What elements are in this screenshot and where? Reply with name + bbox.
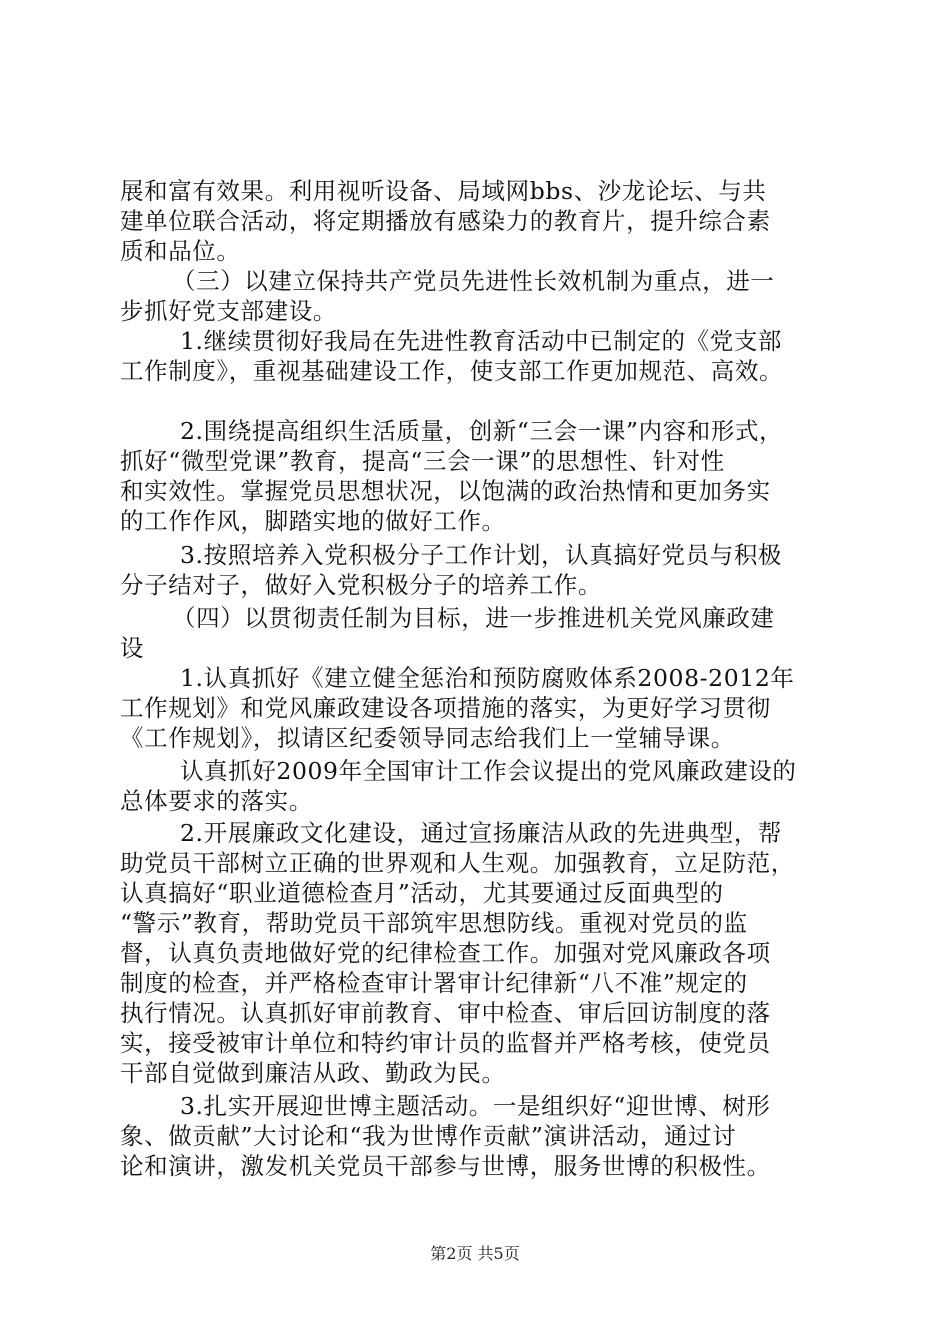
body-line: 执行情况。认真抓好审前教育、审中检查、审后回访制度的落	[120, 999, 771, 1027]
body-line: 督，认真负责地做好党的纪律检查工作。加强对党风廉政各项	[120, 939, 771, 967]
body-line: 《工作规划》，拟请区纪委领导同志给我们上一堂辅导课。	[120, 724, 735, 752]
body-line: 展和富有效果。利用视听设备、局域网bbs、沙龙论坛、与共	[120, 177, 767, 205]
body-line: 抓好“微型党课”教育，提高“三会一课”的思想性、针对性	[120, 447, 725, 475]
body-line: 3.扎实开展迎世博主题活动。一是组织好“迎世博、树形	[180, 1092, 771, 1120]
section-heading-3: （三）以建立保持共产党员先进性长效机制为重点，进一	[172, 267, 775, 295]
body-line: 质和品位。	[120, 237, 241, 265]
body-line: 设	[120, 634, 145, 662]
body-line: 制度的检查，并严格检查审计署审计纪律新“八不准”规定的	[120, 969, 748, 997]
body-line: 象、做贡献”大讨论和“我为世博作贡献”演讲活动，通过讨	[120, 1122, 737, 1150]
section-heading-4: （四）以贯彻责任制为目标，进一步推进机关党风廉政建	[172, 604, 775, 632]
body-line: 认真搞好“职业道德检查月”活动，尤其要通过反面典型的	[120, 879, 724, 907]
body-line: 认真抓好2009年全国审计工作会议提出的党风廉政建设的	[180, 757, 797, 785]
body-line: 工作规划》和党风廉政建设各项措施的落实，为更好学习贯彻	[120, 694, 771, 722]
body-line: 步抓好党支部建设。	[120, 297, 337, 325]
body-line: 3.按照培养入党积极分子工作计划，认真搞好党员与积极	[180, 541, 783, 569]
body-line: 建单位联合活动，将定期播放有感染力的教育片，提升综合素	[120, 207, 771, 235]
body-line: “警示”教育，帮助党员干部筑牢思想防线。重视对党员的监	[120, 909, 748, 937]
body-line: 的工作作风，脚踏实地的做好工作。	[120, 507, 506, 535]
body-line: 干部自觉做到廉洁从政、勤政为民。	[120, 1059, 506, 1087]
body-line: 工作制度》，重视基础建设工作，使支部工作更加规范、高效。	[120, 357, 784, 385]
body-line: 实，接受被审计单位和特约审计员的监督并严格考核，使党员	[120, 1029, 771, 1057]
body-line: 助党员干部树立正确的世界观和人生观。加强教育，立足防范，	[120, 849, 795, 877]
body-line: 论和演讲，激发机关党员干部参与世博，服务世博的积极性。	[120, 1152, 771, 1180]
body-line: 2.围绕提高组织生活质量，创新“三会一课”内容和形式，	[180, 417, 784, 445]
body-line: 1.继续贯彻好我局在先进性教育活动中已制定的《党支部	[180, 327, 783, 355]
page-number-footer: 第2页 共5页	[430, 1244, 520, 1263]
body-line: 2.开展廉政文化建设，通过宣扬廉洁从政的先进典型，帮	[180, 819, 783, 847]
body-line: 分子结对子，做好入党积极分子的培养工作。	[120, 571, 602, 599]
body-line: 1.认真抓好《建立健全惩治和预防腐败体系2008-2012年	[180, 664, 795, 692]
body-line: 总体要求的落实。	[120, 787, 313, 815]
body-line: 和实效性。掌握党员思想状况，以饱满的政治热情和更加务实	[120, 477, 771, 505]
